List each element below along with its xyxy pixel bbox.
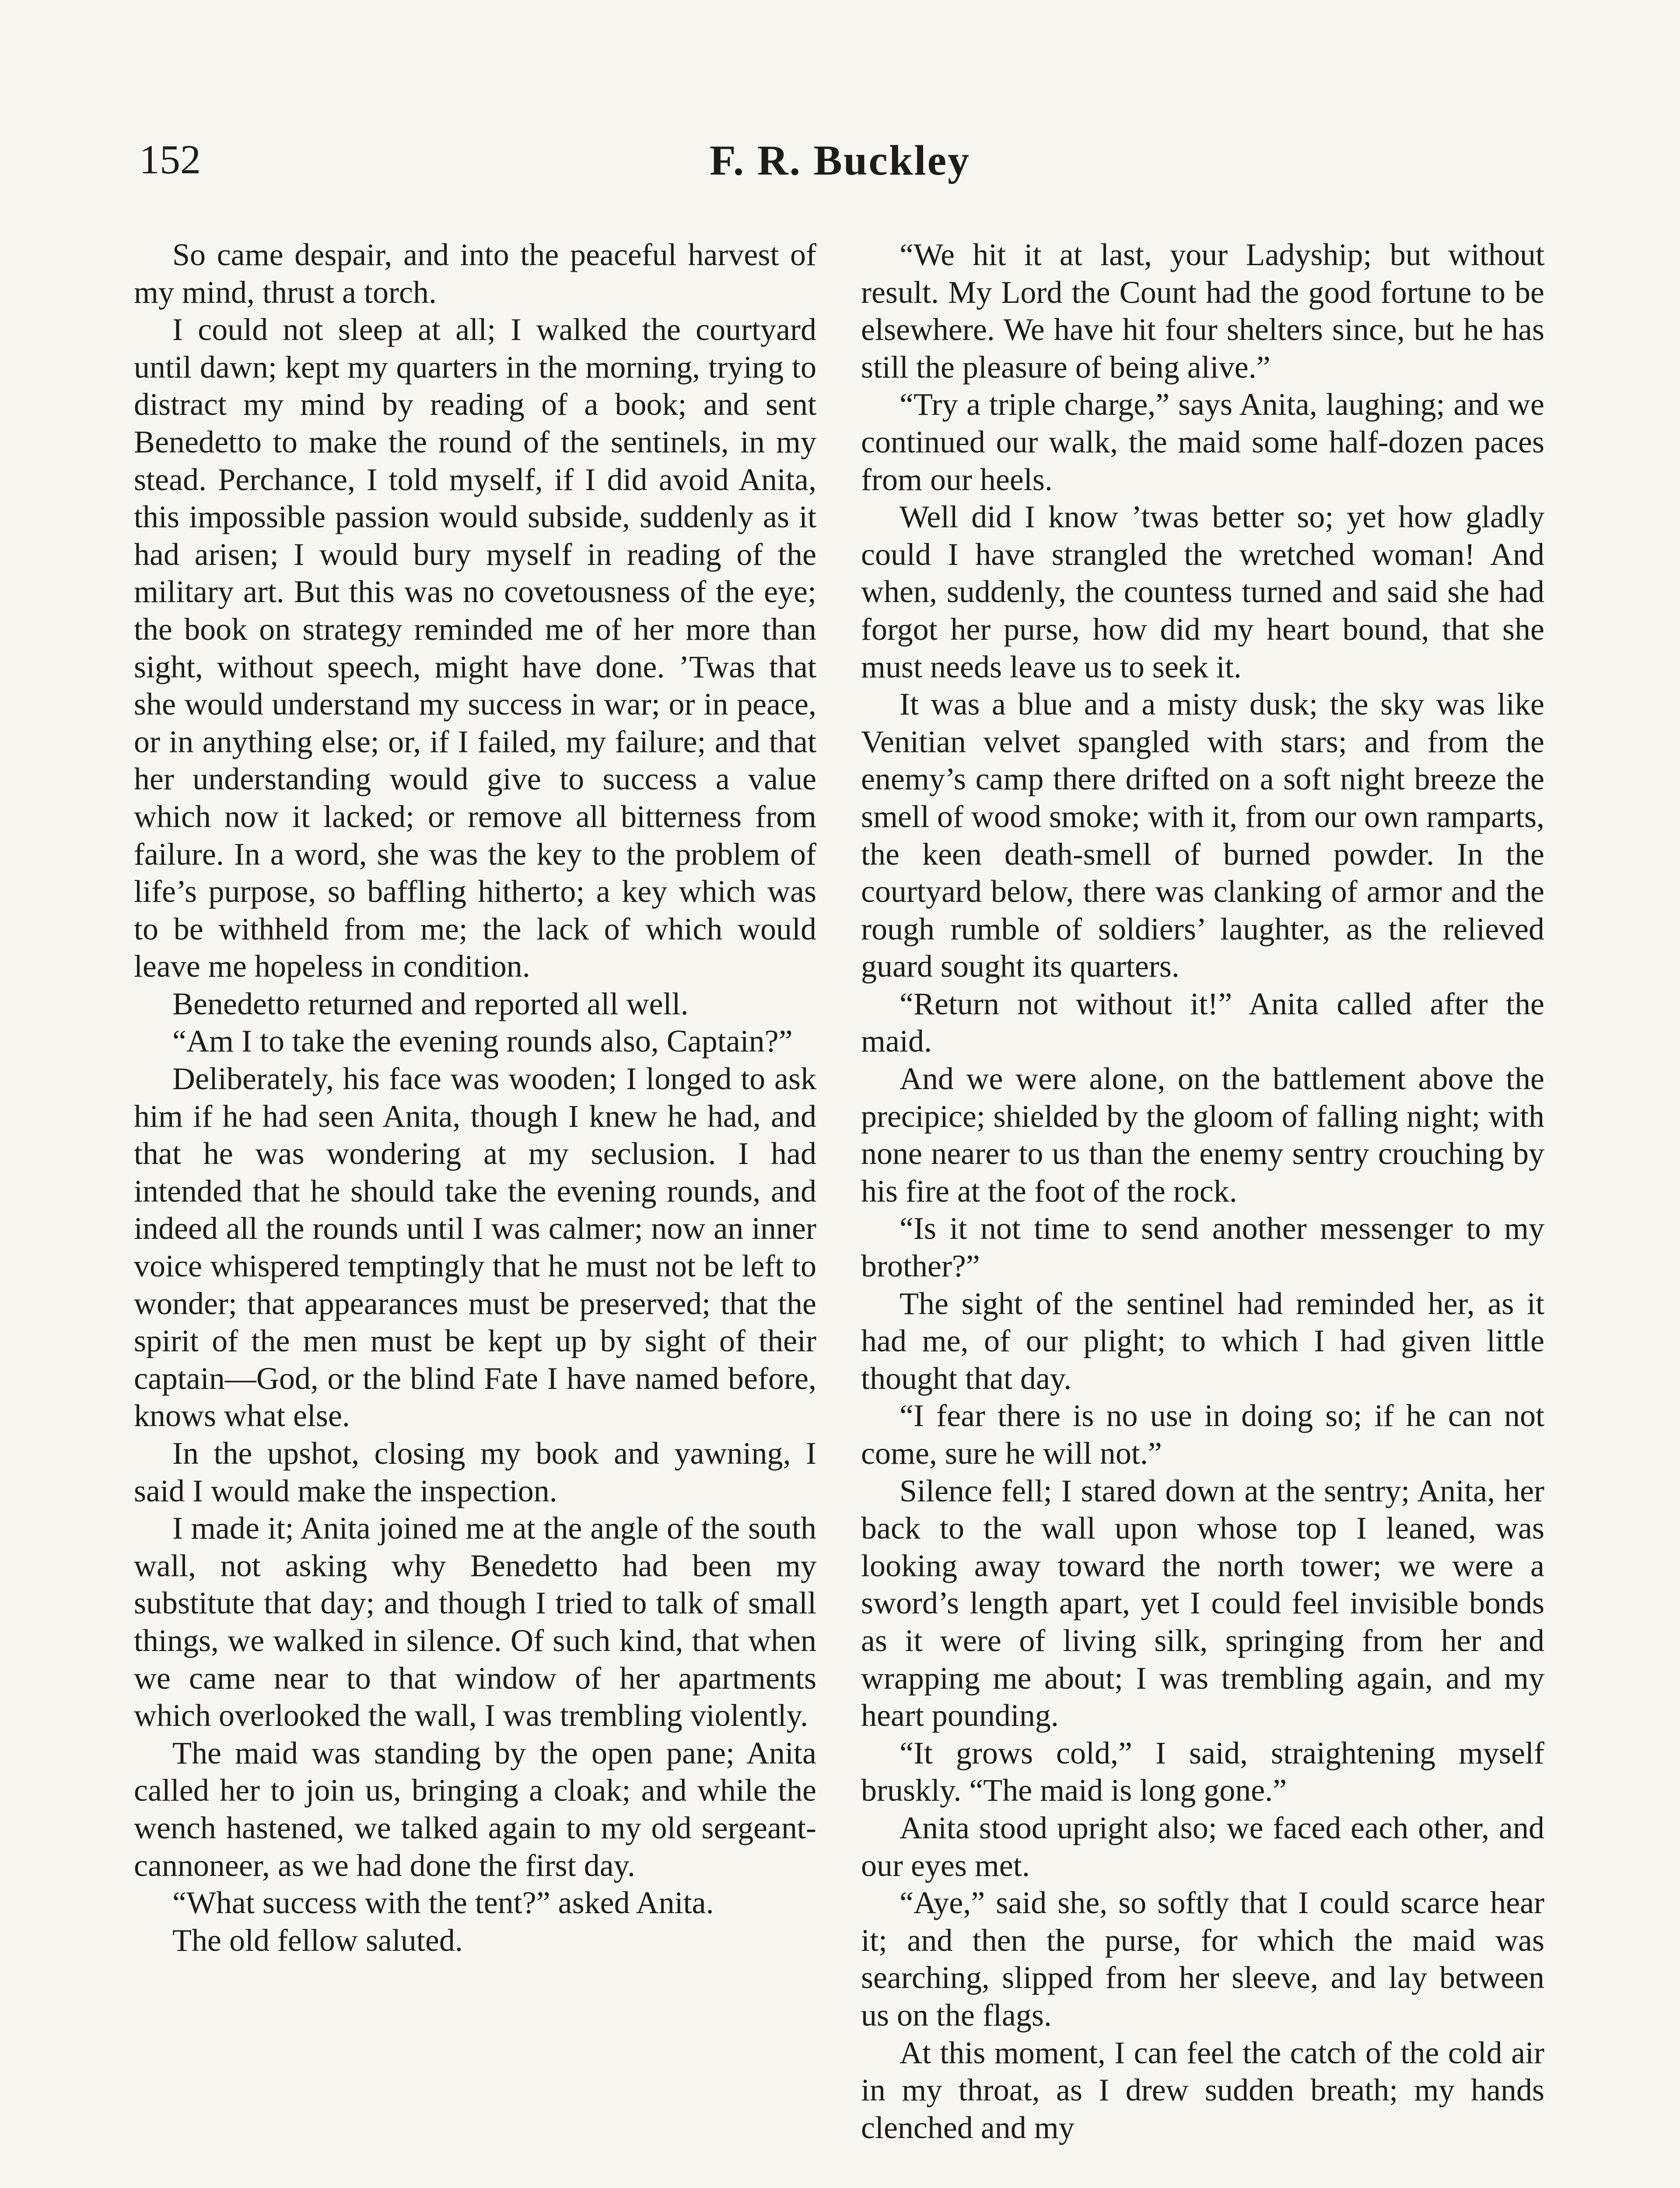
paragraph: “We hit it at last, your Ladyship; but without result. My Lord the Count had the good fortune to be elsewhere. We have hit four shelters since, but he has still the pleasure of being alive.”: [861, 237, 1544, 385]
paragraph: “I fear there is no use in doing so; if he can not come, sure he will not.”: [861, 1398, 1544, 1471]
paragraph: “What success with the tent?” asked Anita.: [172, 1885, 714, 1921]
paragraph: I made it; Anita joined me at the angle of the south wall, not asking why Benedetto had been my substitute that day; and though I tried to talk of small things, we walked in silence. Of such kind, that when we came near to that window of her apartments which overlooked the wall, I was trembling violently.: [134, 1511, 816, 1733]
running-title: F. R. Buckley: [709, 137, 971, 184]
paragraph: The old fellow saluted.: [172, 1922, 463, 1958]
paragraph: “Am I to take the evening rounds also, Captain?”: [172, 1024, 793, 1059]
paragraph: The sight of the sentinel had reminded her, as it had me, of our plight; to which I had given little thought that day.: [861, 1286, 1544, 1396]
paragraph: “Return not without it!” Anita called after the maid.: [861, 986, 1544, 1059]
left-column: [134, 236, 816, 1959]
paragraph: Silence fell; I stared down at the sentry; Anita, her back to the wall upon whose top I leaned, was looking away toward the north tower; we were a sword’s length apart, yet I could feel invisible bonds as it were of living silk, springing from her and wrapping me about; I was trembling again, and my heart pounding.: [861, 1473, 1544, 1733]
page-number: 152: [139, 137, 201, 182]
right-column: [861, 236, 1544, 2146]
paragraph: Well did I know ’twas better so; yet how gladly could I have strangled the wretched woman! And when, suddenly, the countess turned and said she had forgot her purse, how did my heart bound, that she must needs leave us to seek it.: [861, 499, 1544, 684]
paragraph: Anita stood upright also; we faced each other, and our eyes met.: [861, 1810, 1544, 1883]
paragraph: “Aye,” said she, so softly that I could scarce hear it; and then the purse, for which the maid was searching, slipped from her sleeve, and lay between us on the flags.: [861, 1885, 1544, 2033]
paragraph: I could not sleep at all; I walked the courtyard until dawn; kept my quarters in the morning, trying to distract my mind by reading of a book; and sent Benedetto to make the round of the sentinels, in my stead. Perchance, I told myself, if I did avoid Anita, this impossible passion would subside, suddenly as it had arisen; I would bury myself in reading of the military art. But this was no covetousness of the eye; the book on strategy reminded me of her more than sight, without speech, might have done. ’Twas that she would understand my success in war; or in peace, or in anything else; or, if I failed, my failure; and that her understanding would give to success a value which now it lacked; or remove all bitterness from failure. In a word, she was the key to the problem of life’s purpose, so baffling hitherto; a key which was to be withheld from me; the lack of which would leave me hopeless in condition.: [134, 312, 816, 984]
paragraph: “Try a triple charge,” says Anita, laughing; and we continued our walk, the maid some half-dozen paces from our heels.: [861, 387, 1544, 497]
paragraph: In the upshot, closing my book and yawning, I said I would make the inspection.: [134, 1436, 816, 1508]
paragraph: The maid was standing by the open pane; Anita called her to join us, bringing a cloak; and while the wench hastened, we talked again to my old sergeant-cannoneer, as we had done the first day.: [134, 1735, 816, 1883]
paragraph: So came despair, and into the peaceful harvest of my mind, thrust a torch.: [134, 237, 816, 310]
paragraph: Benedetto returned and reported all well.: [172, 986, 689, 1021]
paragraph: Deliberately, his face was wooden; I longed to ask him if he had seen Anita, though I knew he had, and that he was wondering at my seclusion. I had intended that he should take the evening rounds, and indeed all the rounds until I was calmer; now an inner voice whispered temptingly that he must not be left to wonder; that appearances must be preserved; that the spirit of the men must be kept up by sight of their captain—God, or the blind Fate I have named before, knows what else.: [134, 1061, 816, 1434]
paragraph: “It grows cold,” I said, straightening myself bruskly. “The maid is long gone.”: [861, 1735, 1544, 1808]
paragraph: At this moment, I can feel the catch of the cold air in my throat, as I drew sudden breath; my hands clenched and my: [861, 2035, 1544, 2145]
paragraph: It was a blue and a misty dusk; the sky was like Venitian velvet spangled with stars; and from the enemy’s camp there drifted on a soft night breeze the smell of wood smoke; with it, from our own ramparts, the keen death-smell of burned powder. In the courtyard below, there was clanking of armor and the rough rumble of soldiers’ laughter, as the relieved guard sought its quarters.: [861, 687, 1544, 984]
paragraph: And we were alone, on the battlement above the precipice; shielded by the gloom of falling night; with none nearer to us than the enemy sentry crouching by his fire at the foot of the rock.: [861, 1061, 1544, 1209]
paragraph: “Is it not time to send another messenger to my brother?”: [861, 1211, 1544, 1284]
